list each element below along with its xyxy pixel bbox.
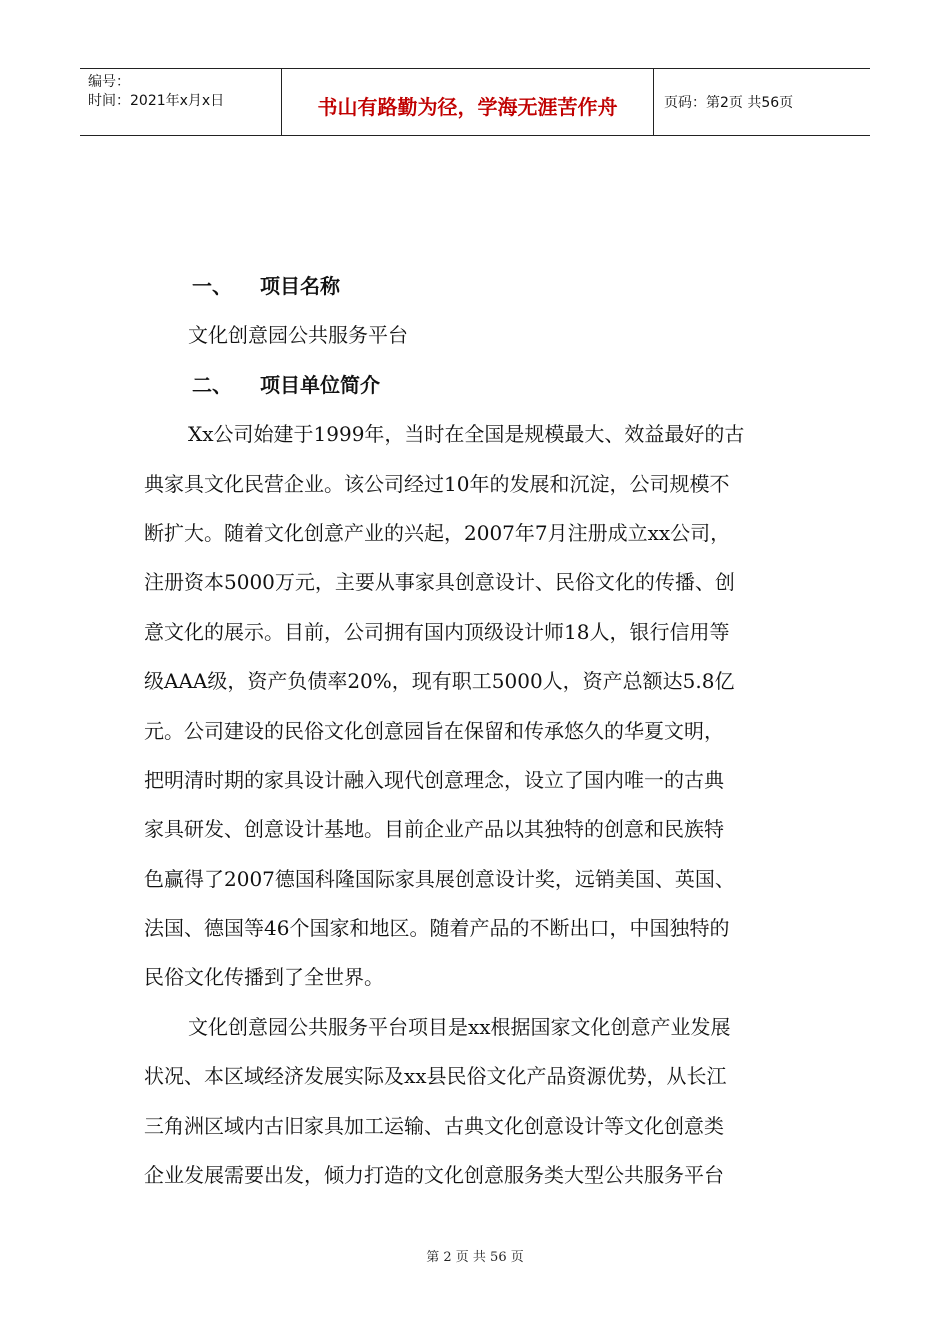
text-line: 企业发展需要出发，倾力打造的文化创意服务类大型公共服务平台 xyxy=(144,1163,724,1188)
text-line: 元。公司建设的民俗文化创意园旨在保留和传承悠久的华夏文明， xyxy=(144,718,724,743)
date-label: 时间：2021年x月x日 xyxy=(88,93,225,109)
text-line: 家具研发、创意设计基地。目前企业产品以其独特的创意和民族特 xyxy=(144,817,724,842)
text-line: 色赢得了2007德国科隆国际家具展创意设计奖，远销美国、英国、 xyxy=(144,866,735,891)
text-line: 状况、本区域经济发展实际及xx县民俗文化产品资源优势，从长江 xyxy=(144,1064,727,1089)
heading-number: 一、 xyxy=(192,274,232,298)
heading-project-name xyxy=(144,262,808,311)
heading-number: 二、 xyxy=(192,372,232,397)
text-line: 意文化的展示。目前，公司拥有国内顶级设计师18人，银行信用等 xyxy=(144,619,730,644)
text-line: 把明清时期的家具设计融入现代创意理念，设立了国内唯一的古典 xyxy=(144,767,724,792)
text-line: 文化创意园公共服务平台项目是xx根据国家文化创意产业发展 xyxy=(188,1014,731,1039)
document-body xyxy=(144,262,808,1200)
text-line: Xx公司始建于1999年，当时在全国是规模最大、效益最好的古 xyxy=(188,422,745,447)
header-meta xyxy=(80,69,282,135)
header-motto: 书山有路勤为径，学海无涯苦作舟 xyxy=(282,69,654,135)
header-page-info: 页码：第2页 共56页 xyxy=(664,95,794,111)
paragraph-company-intro xyxy=(144,410,808,1003)
page-header xyxy=(80,68,870,136)
number-label: 编号： xyxy=(88,74,130,90)
paragraph-project-name: 文化创意园公共服务平台 xyxy=(188,323,408,348)
page-footer: 第 2 页 共 56 页 xyxy=(426,1250,524,1265)
text-line: 三角洲区域内古旧家具加工运输、古典文化创意设计等文化创意类 xyxy=(144,1113,724,1138)
text-line: 民俗文化传播到了全世界。 xyxy=(144,965,384,990)
heading-text: 项目单位简介 xyxy=(260,372,380,397)
heading-company-intro xyxy=(144,361,808,410)
text-line: 注册资本5000万元，主要从事家具创意设计、民俗文化的传播、创 xyxy=(144,570,735,595)
heading-text: 项目名称 xyxy=(260,274,340,298)
text-line: 典家具文化民营企业。该公司经过10年的发展和沉淀，公司规模不 xyxy=(144,471,730,496)
paragraph-platform xyxy=(144,1003,808,1201)
text-line: 级AAA级，资产负债率20%，现有职工5000人，资产总额达5.8亿 xyxy=(144,669,735,694)
text-line: 法国、德国等46个国家和地区。随着产品的不断出口，中国独特的 xyxy=(144,916,730,941)
text-line: 断扩大。随着文化创意产业的兴起，2007年7月注册成立xx公司， xyxy=(144,520,731,545)
